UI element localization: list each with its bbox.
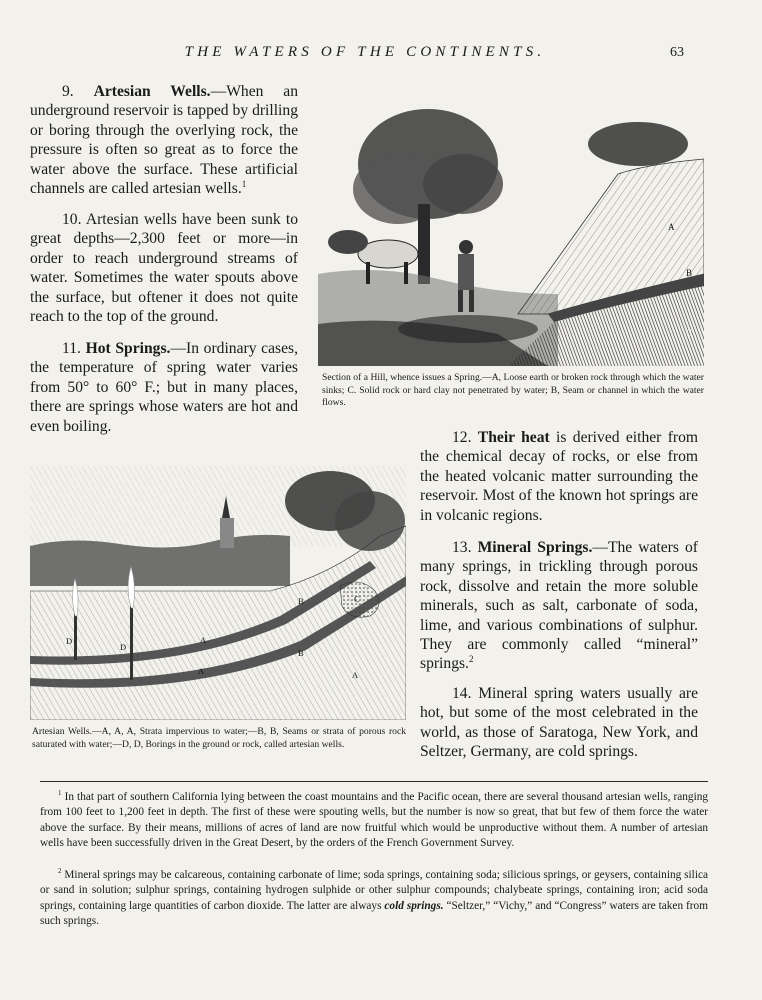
footnote-2 [40,868,708,930]
paragraph-text: Mineral spring waters usually are hot, but some of the most celebrated in the world, as those of Saratoga, New York, and Seltzer, Germany, are cold springs. [420,685,699,761]
paragraph-text: —In ordinary cases, the temperature of spring water varies from 50° to 60° F.; but in many places, there are springs whose waters are hot and even boiling. [30,340,298,435]
artesian-figure-caption: Artesian Wells.—A, A, A, Strata impervious to water;—B, B, Seams or strata of porous rock saturated with water;—D, D, Borings in the ground or rock, called artesian wells. [32,726,406,750]
paragraph-number: 11. [62,340,81,357]
running-title: THE WATERS OF THE CONTINENTS. [184,44,546,60]
artesian-wells-illustration [30,466,406,720]
label-a-2: A [198,666,205,676]
label-b-1: B [298,596,304,606]
footnote-divider [40,781,708,782]
footnote-text-end: “Seltzer,” “Vichy,” and “Congress” waters are taken from such springs. [40,899,708,928]
paragraph-heat-source [420,428,698,525]
label-b: B [686,268,693,278]
section-heading: Hot Springs. [85,340,171,357]
paragraph-number: 14. [452,685,472,702]
label-a-1: A [200,635,207,645]
label-c: C [686,328,693,338]
footnote-ref: 1 [241,178,247,189]
paragraph-number: 9. [62,83,74,100]
label-c: C [354,594,360,604]
paragraph-number: 12. [452,429,472,446]
paragraph-text: —When an underground reservoir is tapped by drilling or boring through the overlying rock, the pressure is often so great as to force the water above the surface. These artificial channels are called artesian wells. [30,83,298,198]
footnote-ref: 2 [468,654,474,665]
section-heading: Artesian Wells. [93,83,211,100]
artesian-wells-engraving [30,466,406,720]
footnote-text: In that part of southern California lying between the coast mountains and the Pacific ocean, there are several thousand artesian wells, ranging from 100 feet to 1,200 feet in depth. The first of these were spouting wells, but the number is now so great, that but few of them force the water above the surface. By their means, millions of acres of land are now fruitful which would be unproductive without them. A number of artesian wells have been successfully driven in the Great Desert, by the orders of the French Government Survey. [40,791,709,850]
paragraph-number: 13. [452,539,472,556]
page-number: 63 [670,45,684,60]
paragraph-text: is derived either from the chemical decay of rocks, or else from the heated volcanic matter surrounding the reservoir. Most of the known hot springs are in volcanic regions. [420,429,698,524]
footnote-text: Mineral springs may be calcareous, containing carbonate of lime; soda springs, containing soda; silicious springs, or geysers, containing silica or sand in solution; sulphur springs, containing hydrogen sulphide or other sulphur compounds; chalybeate springs, containing iron; acid soda springs, containing large quantities of carbon dioxide. The latter are always [40,869,708,912]
footnote-1 [40,790,708,852]
label-a-3: A [352,670,359,680]
paragraph-text: —The waters of many springs, in trickling through porous rock, dissolve and retain the more soluble minerals, such as salt, carbonate of soda, lime, and various combinations of sulphur. They are commonly called “mineral” springs. [420,539,698,673]
footnote-emphasis: cold springs. [384,899,444,912]
hill-section-engraving [318,104,704,366]
footnote-marker: 2 [58,867,62,876]
label-d-1: D [66,636,73,646]
section-heading: Their heat [477,429,550,446]
footnote-marker: 1 [58,789,62,798]
paragraph-artesian-wells [30,82,298,198]
paragraph-hot-springs [30,339,298,436]
paragraph-mineral-springs [420,538,698,674]
paragraph-number: 10. [62,211,82,228]
hill-figure-caption: Section of a Hill, whence issues a Spring.—A, Loose earth or broken rock through which the water sinks; C. Solid rock or hard clay not penetrated by water; B, Seam or channel in which the water flows. [322,372,704,409]
label-a: A [668,222,675,232]
paragraph-cold-springs [420,684,698,762]
paragraph-text: Artesian wells have been sunk to great depths—2,300 feet or more—in order to reach underground streams of water. Sometimes the water spouts above the surface, but oftener it does not quite reach to the top of the ground. [30,211,298,326]
paragraph-artesian-depths [30,210,298,326]
section-heading: Mineral Springs. [477,539,593,556]
label-b-2: B [298,648,304,658]
hill-section-illustration [318,104,704,366]
label-d-2: D [120,642,127,652]
